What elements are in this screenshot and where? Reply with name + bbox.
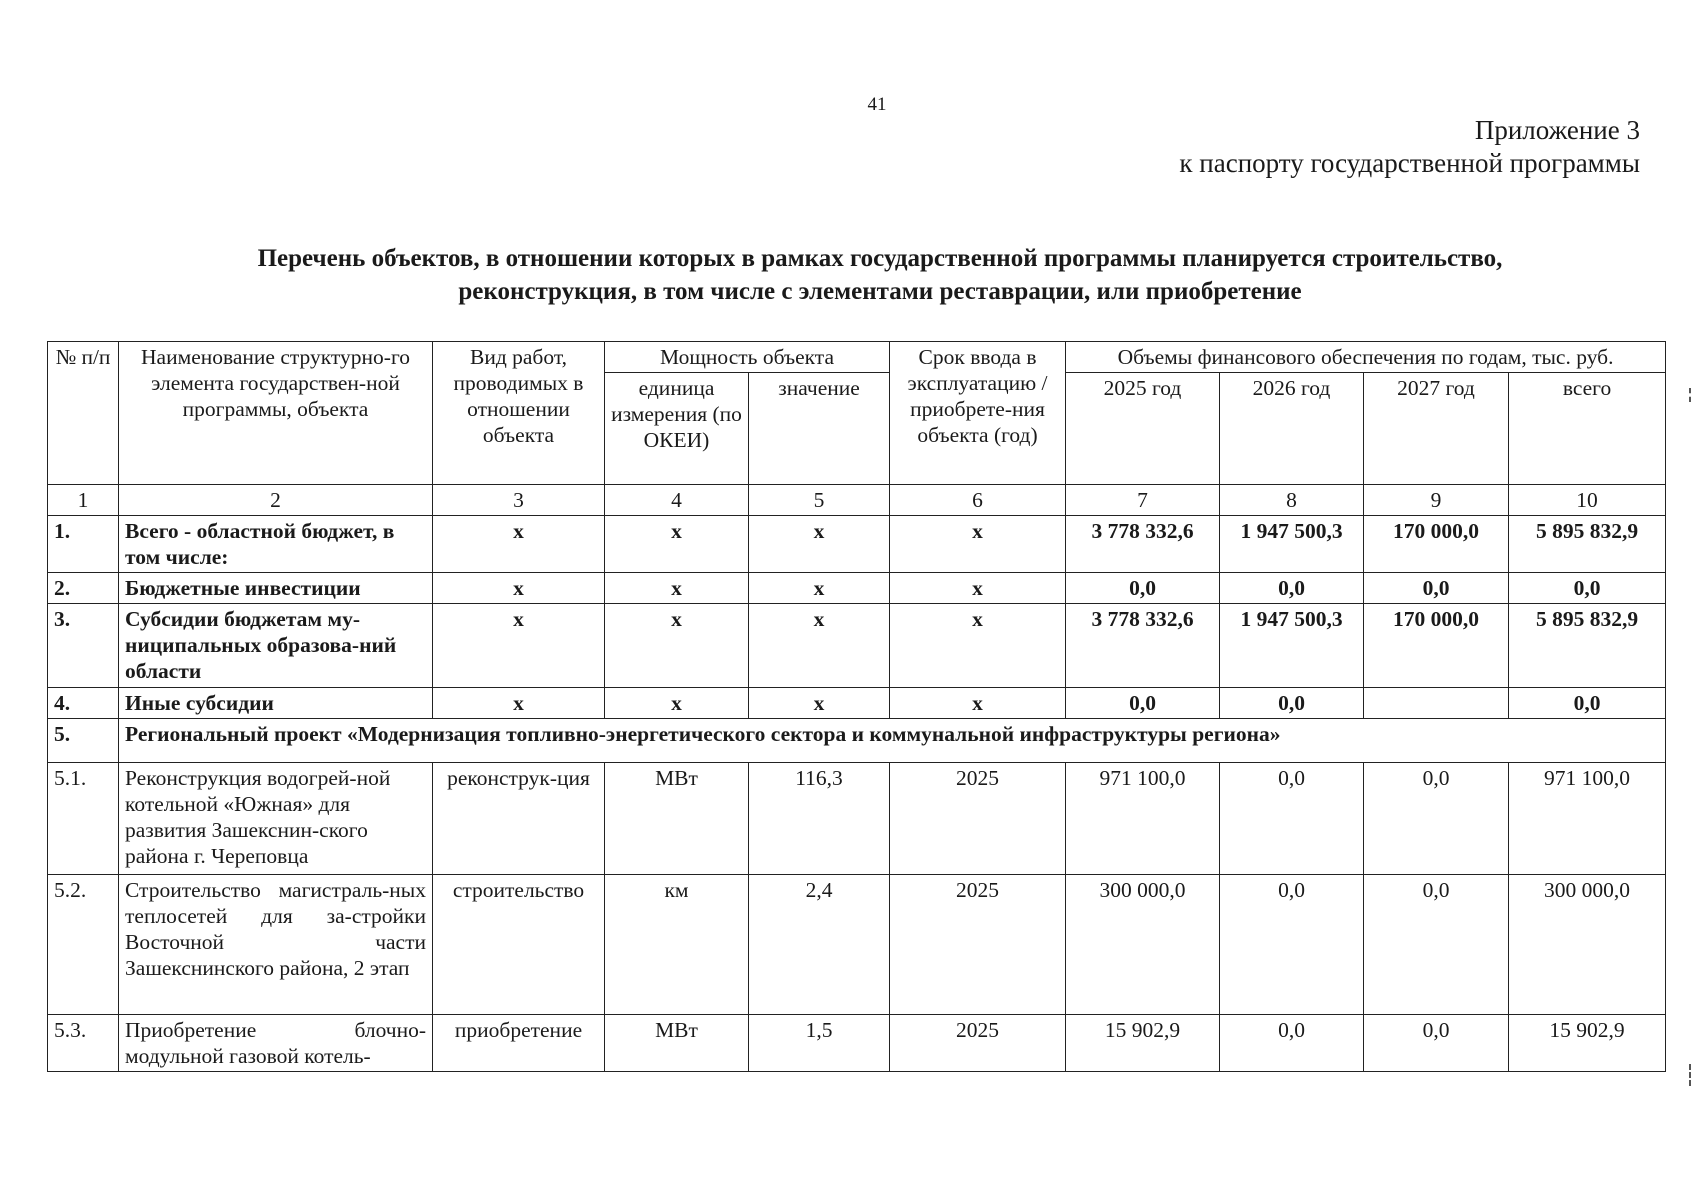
column-number: 1 [48, 485, 119, 516]
row-value: 116,3 [749, 763, 890, 875]
header-term: Срок ввода в эксплуатацию / приобрете-ния объекта (год) [890, 342, 1066, 485]
header-value: значение [749, 373, 890, 485]
row-term: x [890, 573, 1066, 604]
document-title [90, 242, 1670, 308]
appendix-line-2: к паспорту государственной программы [1179, 148, 1640, 178]
row-unit: x [605, 688, 749, 719]
header-2026: 2026 год [1220, 373, 1364, 485]
row-value: x [749, 573, 890, 604]
row-num: 2. [48, 573, 119, 604]
row-term: x [890, 688, 1066, 719]
row-2027: 0,0 [1364, 875, 1509, 1015]
row-unit: МВт [605, 763, 749, 875]
row-value: x [749, 516, 890, 573]
row-value: x [749, 688, 890, 719]
header-unit: единица измерения (по ОКЕИ) [605, 373, 749, 485]
row-total: 15 902,9 [1509, 1015, 1666, 1072]
row-term: 2025 [890, 1015, 1066, 1072]
row-2025: 3 778 332,6 [1066, 516, 1220, 573]
row-total: 971 100,0 [1509, 763, 1666, 875]
row-2025: 0,0 [1066, 573, 1220, 604]
row-2026: 0,0 [1220, 763, 1364, 875]
row-work: x [433, 688, 605, 719]
row-term: 2025 [890, 875, 1066, 1015]
column-number: 10 [1509, 485, 1666, 516]
row-total: 5 895 832,9 [1509, 516, 1666, 573]
page-number: 41 [867, 94, 887, 115]
row-num: 5. [48, 719, 119, 763]
regional-project-name: Региональный проект «Модернизация топливно-энергетического сектора и коммунальной инфраструктуры региона» [119, 719, 1666, 763]
row-work: x [433, 604, 605, 688]
column-number: 3 [433, 485, 605, 516]
row-total: 0,0 [1509, 688, 1666, 719]
row-num: 5.2. [48, 875, 119, 1015]
row-num: 3. [48, 604, 119, 688]
row-unit: x [605, 604, 749, 688]
row-2027 [1364, 688, 1509, 719]
row-name: Приобретение блочно-модульной газовой котель- [119, 1015, 433, 1072]
header-num: № п/п [48, 342, 119, 485]
table-row [48, 875, 1666, 1015]
row-2026: 0,0 [1220, 1015, 1364, 1072]
column-number: 8 [1220, 485, 1364, 516]
row-2026: 1 947 500,3 [1220, 604, 1364, 688]
row-unit: x [605, 516, 749, 573]
appendix-header [1179, 114, 1640, 180]
row-term: 2025 [890, 763, 1066, 875]
row-value: 1,5 [749, 1015, 890, 1072]
row-unit: км [605, 875, 749, 1015]
row-2026: 0,0 [1220, 688, 1364, 719]
column-number: 2 [119, 485, 433, 516]
row-2027: 0,0 [1364, 1015, 1509, 1072]
row-work: строительство [433, 875, 605, 1015]
row-2027: 0,0 [1364, 763, 1509, 875]
column-number: 5 [749, 485, 890, 516]
row-2025: 300 000,0 [1066, 875, 1220, 1015]
row-value: 2,4 [749, 875, 890, 1015]
header-2025: 2025 год [1066, 373, 1220, 485]
row-unit: МВт [605, 1015, 749, 1072]
row-num: 1. [48, 516, 119, 573]
row-unit: x [605, 573, 749, 604]
row-2026: 0,0 [1220, 875, 1364, 1015]
table-row [48, 1015, 1666, 1072]
row-2027: 170 000,0 [1364, 604, 1509, 688]
column-number: 7 [1066, 485, 1220, 516]
table-row [48, 763, 1666, 875]
row-2026: 1 947 500,3 [1220, 516, 1364, 573]
row-num: 5.1. [48, 763, 119, 875]
row-2025: 3 778 332,6 [1066, 604, 1220, 688]
appendix-line-1: Приложение 3 [1474, 115, 1640, 145]
row-work: x [433, 516, 605, 573]
row-work: приобретение [433, 1015, 605, 1072]
row-2025: 0,0 [1066, 688, 1220, 719]
header-capacity: Мощность объекта [605, 342, 890, 373]
row-term: x [890, 604, 1066, 688]
row-total: 5 895 832,9 [1509, 604, 1666, 688]
table-row [48, 688, 1666, 719]
header-work: Вид работ, проводимых в отношении объекта [433, 342, 605, 485]
row-2027: 0,0 [1364, 573, 1509, 604]
table-row [48, 719, 1666, 763]
header-row-1 [48, 342, 1666, 373]
title-line-2: реконструкция, в том числе с элементами реставрации, или приобретение [458, 278, 1302, 305]
column-number: 6 [890, 485, 1066, 516]
row-name: Субсидии бюджетам му-ниципальных образова-ний области [119, 604, 433, 688]
row-2027: 170 000,0 [1364, 516, 1509, 573]
header-funding: Объемы финансового обеспечения по годам, тыс. руб. [1066, 342, 1666, 373]
column-number: 4 [605, 485, 749, 516]
row-name: Всего - областной бюджет, в том числе: [119, 516, 433, 573]
row-2025: 15 902,9 [1066, 1015, 1220, 1072]
row-work: x [433, 573, 605, 604]
row-name: Строительство магистраль-ных теплосетей для за-стройки Восточной части Зашекснинского района, 2 этап [119, 875, 433, 1015]
header-2027: 2027 год [1364, 373, 1509, 485]
row-2025: 971 100,0 [1066, 763, 1220, 875]
row-total: 0,0 [1509, 573, 1666, 604]
row-value: x [749, 604, 890, 688]
table-row [48, 604, 1666, 688]
table-row [48, 516, 1666, 573]
scan-edge-mark [1689, 388, 1693, 402]
row-name: Реконструкция водогрей-ной котельной «Южная» для развития Зашекснин-ского района г. Череповца [119, 763, 433, 875]
scan-edge-mark [1689, 1064, 1693, 1086]
column-number: 9 [1364, 485, 1509, 516]
row-2026: 0,0 [1220, 573, 1364, 604]
row-name: Иные субсидии [119, 688, 433, 719]
row-work: реконструк-ция [433, 763, 605, 875]
header-name: Наименование структурно-го элемента государствен-ной программы, объекта [119, 342, 433, 485]
column-number-row [48, 485, 1666, 516]
row-name: Бюджетные инвестиции [119, 573, 433, 604]
row-num: 4. [48, 688, 119, 719]
row-term: x [890, 516, 1066, 573]
header-total: всего [1509, 373, 1666, 485]
row-total: 300 000,0 [1509, 875, 1666, 1015]
objects-table [47, 341, 1666, 1072]
title-line-1: Перечень объектов, в отношении которых в рамках государственной программы планируется строительство, [257, 245, 1503, 272]
table-row [48, 573, 1666, 604]
row-num: 5.3. [48, 1015, 119, 1072]
